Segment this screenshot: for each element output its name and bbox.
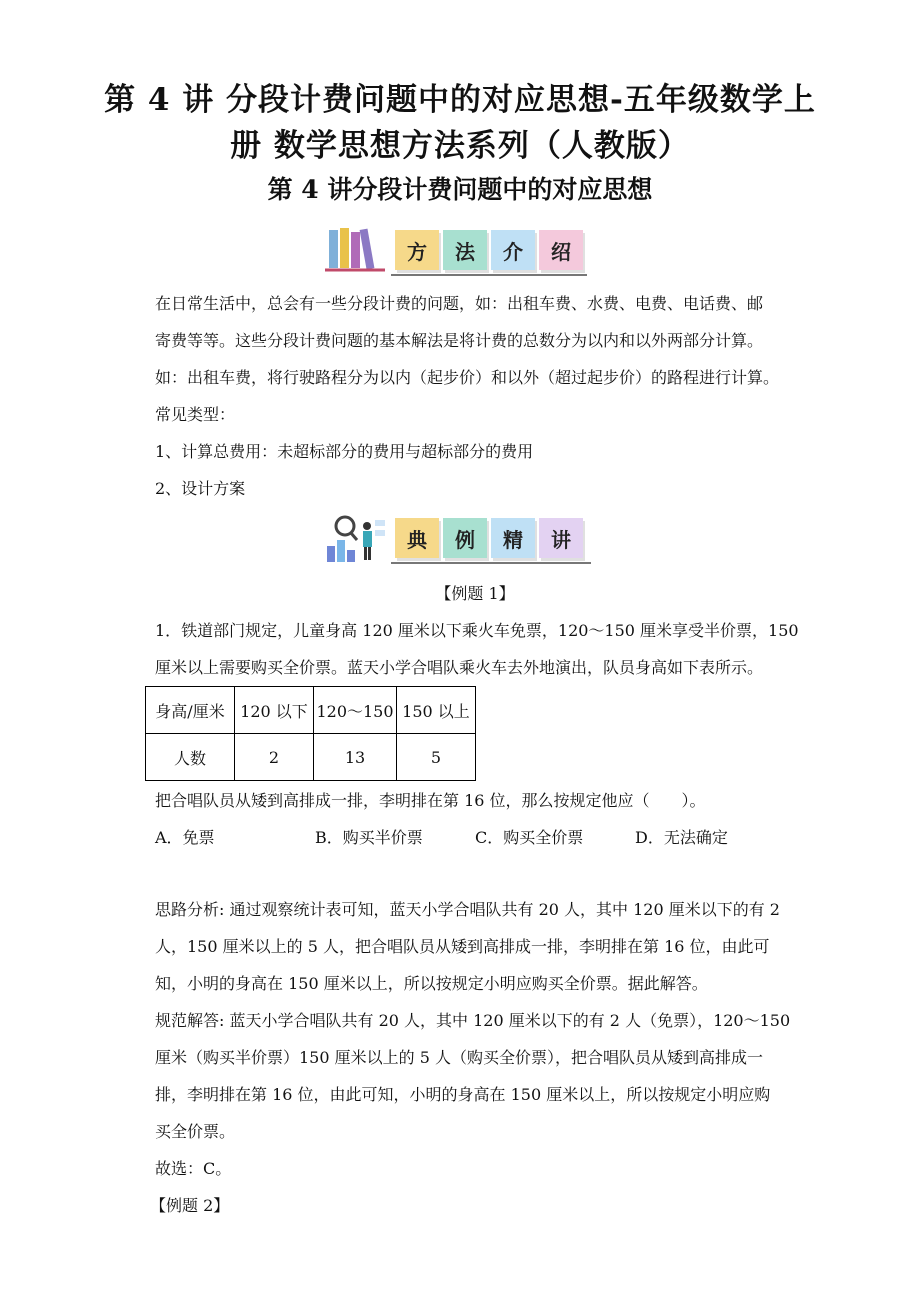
table-cell: 120 以下 bbox=[235, 687, 314, 734]
doc-subtitle: 第 4 讲分段计费问题中的对应思想 bbox=[267, 175, 653, 204]
option-d: D．无法确定 bbox=[635, 828, 728, 847]
method-tile-3: 介 bbox=[491, 230, 535, 270]
height-table bbox=[145, 686, 476, 781]
analysis-line-1: 思路分析: 通过观察统计表可知，蓝天小学合唱队共有 20 人，其中 120 厘米以下的有 2 bbox=[155, 900, 780, 919]
analysis-line-3: 知，小明的身高在 150 厘米以上，所以按规定小明应购买全价票。据此解答。 bbox=[155, 974, 708, 993]
table-cell: 13 bbox=[314, 734, 397, 781]
example1-question-line-2: 厘米以上需要购买全价票。蓝天小学合唱队乘火车去外地演出，队员身高如下表所示。 bbox=[155, 658, 764, 677]
intro-line-2: 寄费等等。这些分段计费问题的基本解法是将计费的总数分为以内和以外两部分计算。 bbox=[155, 331, 764, 350]
doc-title-line1: 第 4 讲 分段计费问题中的对应思想-五年级数学上 bbox=[104, 82, 816, 118]
table-cell: 120～150 bbox=[314, 687, 397, 734]
books-icon bbox=[323, 224, 387, 274]
answer-line: 故选：C。 bbox=[155, 1159, 232, 1178]
intro-line-1: 在日常生活中，总会有一些分段计费的问题，如：出租车费、水费、电费、电话费、邮 bbox=[155, 294, 764, 313]
intro-line-3: 如：出租车费，将行驶路程分为以内（起步价）和以外（超过起步价）的路程进行计算。 bbox=[155, 368, 780, 387]
example-tile-3: 精 bbox=[491, 518, 535, 558]
example-tile-4: 讲 bbox=[539, 518, 583, 558]
banner-underline bbox=[391, 274, 587, 276]
option-a: A．免票 bbox=[155, 828, 215, 847]
table-cell: 150 以上 bbox=[397, 687, 476, 734]
option-b: B．购买半价票 bbox=[315, 828, 423, 847]
table-cell: 5 bbox=[397, 734, 476, 781]
doc-title-line2: 册 数学思想方法系列（人教版） bbox=[230, 128, 690, 164]
intro-line-5: 1、计算总费用：未超标部分的费用与超标部分的费用 bbox=[155, 442, 534, 461]
banner-underline bbox=[391, 562, 591, 564]
typical-examples-banner bbox=[323, 512, 598, 566]
table-cell: 2 bbox=[235, 734, 314, 781]
example2-heading: 【例题 2】 bbox=[150, 1196, 230, 1215]
example1-question-line-1: 1．铁道部门规定，儿童身高 120 厘米以下乘火车免票，120～150 厘米享受半价票，150 bbox=[155, 621, 799, 640]
example-tile-1: 典 bbox=[395, 518, 439, 558]
magnifier-person-icon bbox=[323, 512, 387, 566]
solution-line-4: 买全价票。 bbox=[155, 1122, 236, 1141]
solution-line-1: 规范解答: 蓝天小学合唱队共有 20 人，其中 120 厘米以下的有 2 人（免票），120～150 bbox=[155, 1011, 791, 1030]
intro-line-4: 常见类型： bbox=[155, 405, 236, 424]
method-tile-2: 法 bbox=[443, 230, 487, 270]
method-tile-4: 绍 bbox=[539, 230, 583, 270]
option-c: C．购买全价票 bbox=[475, 828, 584, 847]
table-cell: 人数 bbox=[146, 734, 235, 781]
intro-line-6: 2、设计方案 bbox=[155, 479, 246, 498]
table-row bbox=[146, 734, 476, 781]
method-intro-banner bbox=[323, 224, 593, 278]
solution-line-2: 厘米（购买半价票）150 厘米以上的 5 人（购买全价票），把合唱队员从矮到高排成一 bbox=[155, 1048, 763, 1067]
example1-heading: 【例题 1】 bbox=[435, 584, 515, 603]
example1-prompt: 把合唱队员从矮到高排成一排，李明排在第 16 位，那么按规定他应（ ）。 bbox=[155, 791, 706, 810]
example-tile-2: 例 bbox=[443, 518, 487, 558]
table-cell: 身高/厘米 bbox=[146, 687, 235, 734]
analysis-line-2: 人，150 厘米以上的 5 人，把合唱队员从矮到高排成一排，李明排在第 16 位，由此可 bbox=[155, 937, 770, 956]
table-header-row bbox=[146, 687, 476, 734]
solution-line-3: 排，李明排在第 16 位，由此可知，小明的身高在 150 厘米以上，所以按规定小明应购 bbox=[155, 1085, 771, 1104]
method-tile-1: 方 bbox=[395, 230, 439, 270]
